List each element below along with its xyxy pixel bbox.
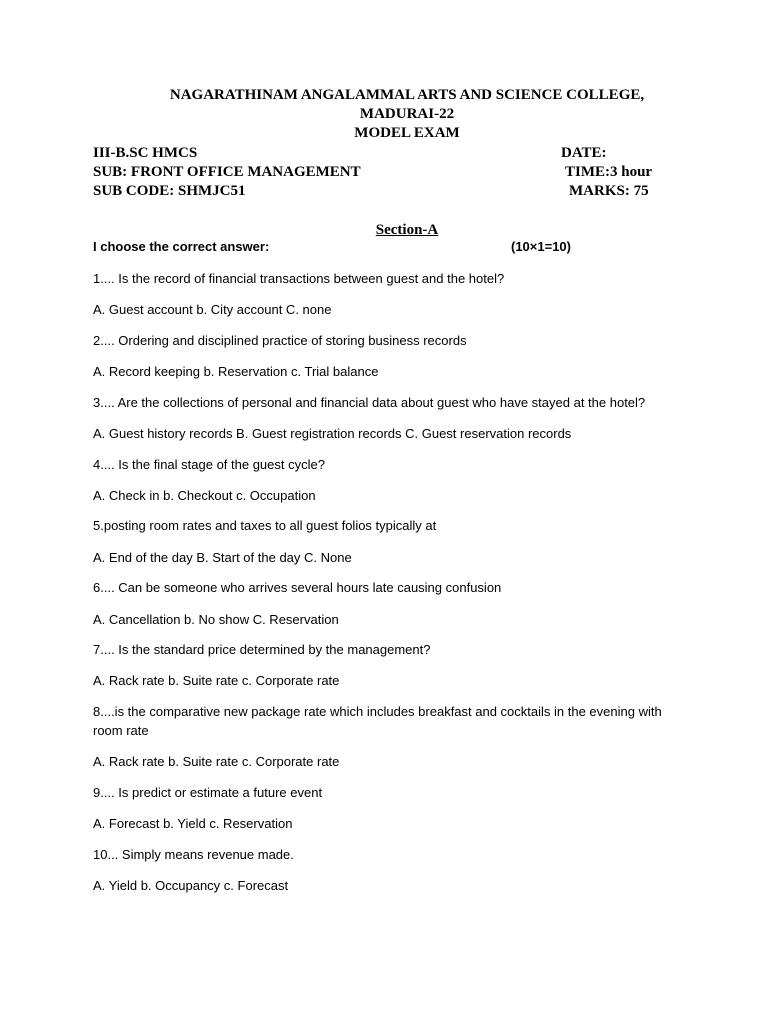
- section-title: Section-A: [375, 222, 439, 238]
- marks-scheme: (10×1=10): [511, 239, 571, 254]
- college-name: NAGARATHINAM ANGALAMMAL ARTS AND SCIENCE COLLEGE,: [169, 87, 645, 103]
- date-label: DATE:: [561, 145, 607, 161]
- subject-label: SUB: FRONT OFFICE MANAGEMENT: [93, 164, 361, 180]
- answer-options-2: A. Record keeping b. Reservation c. Trial balance: [93, 364, 379, 379]
- question-2: 2.... Ordering and disciplined practice of storing business records: [93, 333, 467, 348]
- class-label: III-B.SC HMCS: [93, 145, 198, 161]
- sub-code-label: SUB CODE: SHMJC51: [93, 183, 246, 199]
- question-7: 7.... Is the standard price determined by the management?: [93, 642, 431, 657]
- question-10: 10... Simply means revenue made.: [93, 847, 294, 862]
- question-4: 4.... Is the final stage of the guest cycle?: [93, 457, 325, 472]
- marks-label: MARKS: 75: [569, 183, 649, 199]
- answer-options-3: A. Guest history records B. Guest registration records C. Guest reservation records: [93, 426, 572, 441]
- question-8: 8....is the comparative new package rate which includes breakfast and cocktails in the evening with room rate: [93, 704, 662, 738]
- exam-title: MODEL EXAM: [354, 125, 460, 141]
- college-city: MADURAI-22: [359, 106, 455, 122]
- answer-options-4: A. Check in b. Checkout c. Occupation: [93, 488, 316, 503]
- time-label: TIME:3 hour: [565, 164, 653, 180]
- question-6: 6.... Can be someone who arrives several hours late causing confusion: [93, 580, 502, 595]
- answer-options-5: A. End of the day B. Start of the day C. None: [93, 550, 352, 565]
- answer-options-8: A. Rack rate b. Suite rate c. Corporate rate: [93, 754, 340, 769]
- instruction-text: I choose the correct answer:: [93, 239, 270, 254]
- question-1: 1.... Is the record of financial transactions between guest and the hotel?: [93, 271, 505, 286]
- answer-options-10: A. Yield b. Occupancy c. Forecast: [93, 878, 289, 893]
- answer-options-9: A. Forecast b. Yield c. Reservation: [93, 816, 293, 831]
- answer-options-7: A. Rack rate b. Suite rate c. Corporate rate: [93, 673, 340, 688]
- answer-options-6: A. Cancellation b. No show C. Reservation: [93, 612, 339, 627]
- question-3: 3.... Are the collections of personal and financial data about guest who have stayed at the hotel?: [93, 395, 646, 410]
- question-9: 9.... Is predict or estimate a future event: [93, 785, 323, 800]
- answer-options-1: A. Guest account b. City account C. none: [93, 302, 332, 317]
- question-5: 5.posting room rates and taxes to all guest folios typically at: [93, 518, 437, 533]
